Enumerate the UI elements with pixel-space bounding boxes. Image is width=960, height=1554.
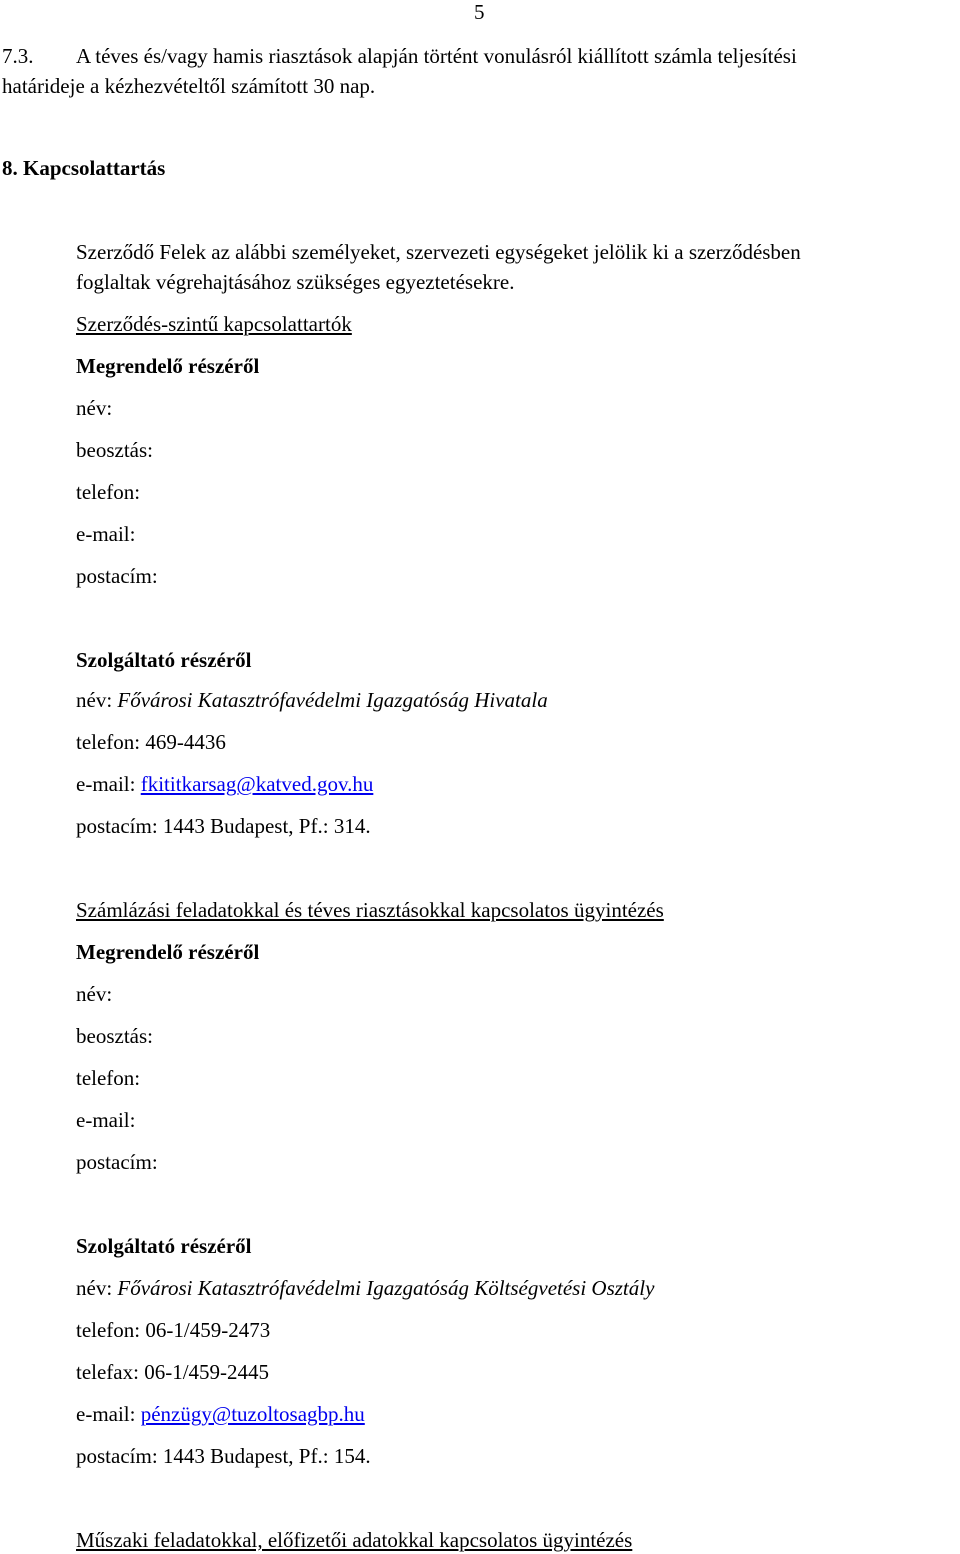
billing-provider-address-label: postacím: bbox=[76, 1444, 158, 1468]
billing-provider-phone-row bbox=[76, 1318, 270, 1342]
billing-customer-email-label: e-mail: bbox=[76, 1108, 136, 1132]
section-7-3-text-line1: A téves és/vagy hamis riasztások alapján történt vonulásról kiállított számla teljesítési bbox=[76, 44, 797, 68]
billing-customer-heading: Megrendelő részéről bbox=[76, 940, 260, 964]
contract-provider-address-value: 1443 Budapest, Pf.: 314. bbox=[162, 814, 371, 838]
billing-provider-address-row bbox=[76, 1444, 371, 1468]
contract-provider-email-link[interactable]: fkititkarsag@katved.gov.hu bbox=[140, 772, 374, 796]
contract-customer-phone-label: telefon: bbox=[76, 480, 141, 504]
contract-provider-email-label: e-mail: bbox=[76, 772, 136, 796]
billing-provider-name-row bbox=[76, 1276, 654, 1300]
billing-provider-address-value: 1443 Budapest, Pf.: 154. bbox=[162, 1444, 371, 1468]
contract-customer-address-label: postacím: bbox=[76, 564, 158, 588]
contract-provider-address-label: postacím: bbox=[76, 814, 158, 838]
billing-contacts-title: Számlázási feladatokkal és téves riasztásokkal kapcsolatos ügyintézés bbox=[76, 898, 664, 922]
billing-provider-fax-row bbox=[76, 1360, 269, 1384]
contract-provider-address-row bbox=[76, 814, 371, 838]
section-7-3-number: 7.3. bbox=[2, 44, 34, 68]
contract-provider-name-label: név: bbox=[76, 688, 113, 712]
section-8-intro-line1: Szerződő Felek az alábbi személyeket, szervezeti egységeket jelölik ki a szerződésben bbox=[76, 240, 801, 264]
billing-provider-fax-label: telefax: bbox=[76, 1360, 139, 1384]
contract-customer-position-label: beosztás: bbox=[76, 438, 153, 462]
billing-provider-phone-label: telefon: bbox=[76, 1318, 141, 1342]
billing-provider-email-row bbox=[76, 1402, 365, 1426]
billing-customer-name-label: név: bbox=[76, 982, 113, 1006]
contract-customer-email-label: e-mail: bbox=[76, 522, 136, 546]
contract-customer-name-label: név: bbox=[76, 396, 113, 420]
billing-customer-phone-label: telefon: bbox=[76, 1066, 141, 1090]
billing-provider-email-label: e-mail: bbox=[76, 1402, 136, 1426]
section-8-intro-line2: foglaltak végrehajtásához szükséges egyeztetésekre. bbox=[76, 270, 515, 294]
contract-provider-phone-row bbox=[76, 730, 226, 754]
billing-provider-name-label: név: bbox=[76, 1276, 113, 1300]
billing-provider-name-value: Fővárosi Katasztrófavédelmi Igazgatóság Költségvetési Osztály bbox=[117, 1276, 655, 1300]
contract-provider-email-row bbox=[76, 772, 373, 796]
contract-contacts-title: Szerződés-szintű kapcsolattartók bbox=[76, 312, 352, 336]
section-7-3-text-line2: határideje a kézhezvételtől számított 30 nap. bbox=[2, 74, 376, 98]
contract-provider-heading: Szolgáltató részéről bbox=[76, 648, 252, 672]
billing-customer-position-label: beosztás: bbox=[76, 1024, 153, 1048]
contract-provider-phone-value: 469-4436 bbox=[145, 730, 226, 754]
contract-provider-phone-label: telefon: bbox=[76, 730, 141, 754]
technical-contacts-title: Műszaki feladatokkal, előfizetői adatokkal kapcsolatos ügyintézés bbox=[76, 1528, 633, 1552]
billing-customer-address-label: postacím: bbox=[76, 1150, 158, 1174]
billing-provider-fax-value: 06-1/459-2445 bbox=[144, 1360, 270, 1384]
section-8-heading: 8. Kapcsolattartás bbox=[2, 156, 166, 180]
contract-customer-heading: Megrendelő részéről bbox=[76, 354, 260, 378]
contract-provider-name-value: Fővárosi Katasztrófavédelmi Igazgatóság Hivatala bbox=[117, 688, 548, 712]
page-number: 5 bbox=[474, 0, 485, 24]
billing-provider-email-link[interactable]: pénzügy@tuzoltosagbp.hu bbox=[140, 1402, 365, 1426]
billing-provider-phone-value: 06-1/459-2473 bbox=[145, 1318, 271, 1342]
contract-provider-name-row bbox=[76, 688, 548, 712]
billing-provider-heading: Szolgáltató részéről bbox=[76, 1234, 252, 1258]
